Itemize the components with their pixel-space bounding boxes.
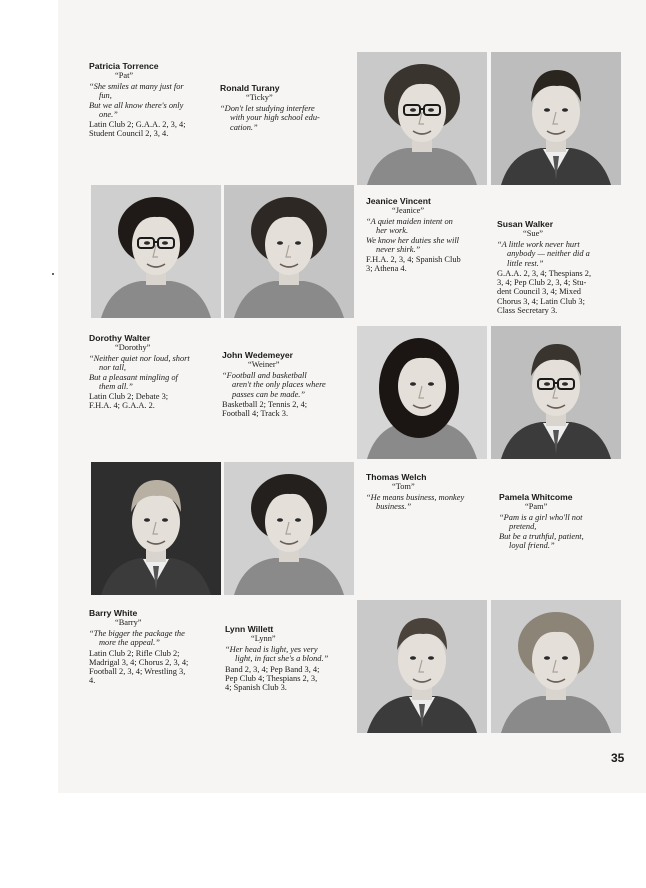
activity-line: Latin Club 2; G.A.A. 2, 3, 4; [89, 120, 186, 130]
student-entry-willett [225, 624, 359, 692]
quote-line: “Don't let studying interfere [220, 104, 315, 113]
quote-line: But be a truthful, patient, [499, 531, 584, 541]
quote-line: light, in fact she's a blond.” [235, 654, 329, 664]
quote-line: cation.” [230, 122, 258, 132]
student-entry-turany [220, 83, 354, 132]
portrait-eye [410, 108, 416, 112]
portrait-eye [295, 518, 301, 522]
portrait-eye [562, 656, 568, 660]
portrait-image [357, 600, 487, 733]
student-name: Thomas Welch [366, 472, 427, 482]
quote-line: more the appeal.” [99, 638, 160, 648]
student-photo [91, 462, 221, 595]
student-entry-whitcome [499, 492, 629, 550]
portrait-eye [544, 382, 550, 386]
student-name: John Wedemeyer [222, 350, 294, 360]
quote-line: “The bigger the package the [89, 629, 185, 638]
quote-line: “She smiles at many just for [89, 82, 184, 91]
portrait-image [91, 462, 221, 595]
student-quote [499, 513, 629, 550]
activity-line: 3; Athena 4. [366, 264, 407, 274]
student-nickname: “Tom” [392, 482, 415, 491]
activity-line: Pep Club 4; Thespians 2, 3, [225, 673, 318, 683]
student-activities [89, 120, 223, 139]
portrait-eye [277, 518, 283, 522]
portrait-image [357, 52, 487, 185]
student-activities [366, 255, 496, 274]
portrait-eye [428, 382, 434, 386]
activity-line: Band 2, 3, 4; Pep Band 3, 4; [225, 664, 320, 674]
student-quote [89, 629, 223, 648]
portrait-eye [410, 382, 416, 386]
quote-line: loyal friend.” [509, 540, 555, 550]
student-photo [224, 185, 354, 318]
quote-line: “A quiet maiden intent on [366, 217, 453, 226]
activity-line: Football 2, 3, 4; Wrestling 3, [89, 667, 186, 677]
portrait-eye [544, 656, 550, 660]
student-nickname: “Barry” [115, 618, 142, 627]
quote-line: “Her head is light, yes very [225, 645, 318, 654]
quote-line: passes can be made.” [232, 389, 306, 399]
quote-line: But a pleasant mingling of [89, 372, 178, 382]
activity-line: Basketball 2; Tennis 2, 4; [222, 399, 308, 409]
portrait-image [491, 600, 621, 733]
portrait-image [491, 326, 621, 459]
student-activities [89, 649, 223, 686]
student-photo [91, 185, 221, 318]
activity-line: Chorus 3, 4; Latin Club 3; [497, 296, 585, 306]
quote-line: But we all know there's only [89, 100, 184, 110]
activity-line: Class Secretary 3. [497, 306, 558, 316]
student-nickname: “Jeanice” [392, 206, 425, 215]
quote-line: We know her duties she will [366, 235, 459, 245]
student-photo [357, 326, 487, 459]
student-nickname: “Weiner” [248, 360, 280, 369]
portrait-eye [562, 108, 568, 112]
quote-line: business.” [376, 502, 412, 512]
student-photo [357, 600, 487, 733]
student-entry-vincent [366, 196, 496, 274]
student-activities [89, 392, 223, 411]
activity-line: F.H.A. 2, 3, 4; Spanish Club [366, 255, 461, 265]
student-nickname: “Ticky” [246, 93, 273, 102]
portrait-image [491, 52, 621, 185]
activity-line: 4. [89, 676, 96, 686]
quote-line: “He means business, monkey [366, 493, 465, 502]
quote-line: pretend, [509, 522, 537, 532]
student-activities [225, 665, 359, 693]
student-entry-wedemeyer [222, 350, 356, 418]
student-photo [491, 326, 621, 459]
student-name: Lynn Willett [225, 624, 274, 634]
activity-line: 4; Spanish Club 3. [225, 683, 287, 693]
quote-line: nor tall, [99, 363, 126, 373]
student-name: Susan Walker [497, 219, 554, 229]
quote-line: fun, [99, 91, 112, 101]
student-quote [220, 104, 354, 132]
student-entry-welch [366, 472, 498, 512]
student-activities [222, 400, 356, 419]
portrait-eye [544, 108, 550, 112]
student-quote [222, 371, 356, 399]
portrait-eye [562, 382, 568, 386]
activity-line: 3, 4; Pep Club 2, 3, 4; Stu- [497, 278, 587, 288]
student-quote [497, 240, 627, 268]
portrait-eye [410, 656, 416, 660]
student-name: Barry White [89, 608, 138, 618]
student-nickname: “Dorothy” [115, 343, 151, 352]
activity-line: F.H.A. 4; G.A.A. 2. [89, 401, 155, 411]
portrait-eye [277, 241, 283, 245]
student-name: Patricia Torrence [89, 61, 159, 71]
portrait-image [91, 185, 221, 318]
activity-line: Latin Club 2; Rifle Club 2; [89, 648, 180, 658]
quote-line: aren't the only places where [232, 380, 326, 390]
student-nickname: “Pat” [115, 71, 134, 80]
student-nickname: “Pam” [525, 502, 548, 511]
activity-line: G.A.A. 2, 3, 4; Thespians 2, [497, 268, 592, 278]
portrait-eye [162, 518, 168, 522]
student-nickname: “Sue” [523, 229, 543, 238]
student-quote [89, 82, 223, 119]
quote-line: her work. [376, 226, 409, 236]
activity-line: dent Council 3, 4; Mixed [497, 287, 581, 297]
activity-line: Latin Club 2; Debate 3; [89, 392, 169, 402]
student-quote [89, 354, 223, 391]
scan-speck [52, 273, 54, 275]
student-photo [491, 600, 621, 733]
portrait-eye [295, 241, 301, 245]
student-entry-torrence [89, 61, 223, 139]
portrait-image [224, 462, 354, 595]
student-entry-white [89, 608, 223, 686]
student-entry-walter [89, 333, 223, 411]
quote-line: “Pam is a girl who'll not [499, 513, 583, 522]
student-name: Ronald Turany [220, 83, 280, 93]
student-photo [357, 52, 487, 185]
student-name: Dorothy Walter [89, 333, 151, 343]
quote-line: never shirk.” [376, 244, 421, 254]
quote-line: with your high school edu- [230, 113, 320, 123]
portrait-eye [162, 241, 168, 245]
portrait-image [224, 185, 354, 318]
portrait-eye [144, 518, 150, 522]
quote-line: “Neither quiet nor loud, short [89, 354, 190, 363]
quote-line: “Football and basketball [222, 371, 307, 380]
quote-line: anybody — neither did a [507, 249, 590, 259]
quote-line: them all.” [99, 381, 133, 391]
quote-line: little rest.” [507, 258, 544, 268]
student-name: Jeanice Vincent [366, 196, 431, 206]
student-quote [225, 645, 359, 664]
portrait-eye [428, 108, 434, 112]
student-photo [224, 462, 354, 595]
student-nickname: “Lynn” [251, 634, 276, 643]
student-quote [366, 217, 496, 254]
page-number: 35 [611, 751, 625, 765]
student-photo [491, 52, 621, 185]
portrait-eye [144, 241, 150, 245]
student-name: Pamela Whitcome [499, 492, 573, 502]
student-quote [366, 493, 498, 512]
student-entry-walker [497, 219, 627, 315]
activity-line: Madrigal 3, 4; Chorus 2, 3, 4; [89, 657, 189, 667]
activity-line: Football 4; Track 3. [222, 409, 289, 419]
activity-line: Student Council 2, 3, 4. [89, 129, 169, 139]
portrait-image [357, 326, 487, 459]
quote-line: “A little work never hurt [497, 240, 580, 249]
quote-line: one.” [99, 109, 118, 119]
student-activities [497, 269, 627, 315]
portrait-eye [428, 656, 434, 660]
